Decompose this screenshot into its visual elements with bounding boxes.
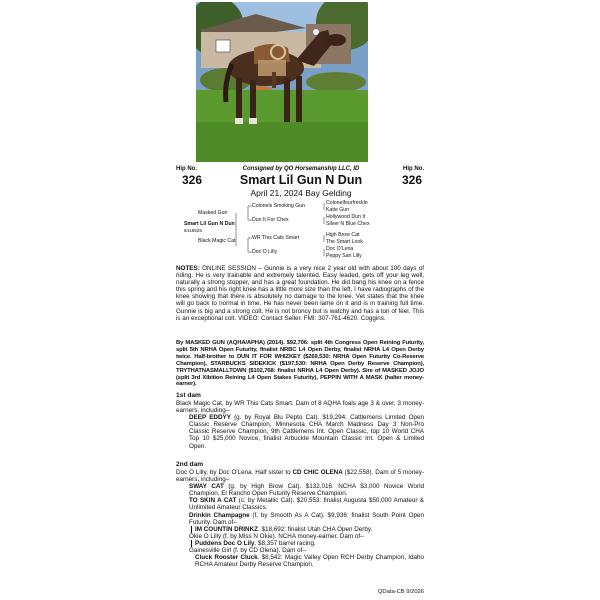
ped-dam: Black Magic Cat: [198, 238, 236, 244]
produce-subentry: [176, 554, 424, 568]
produce-entry: [176, 483, 424, 497]
ped-dd: Doc O Lilly: [252, 249, 278, 255]
ped-reg: 6419525: [184, 228, 202, 233]
ped-ddd: Peppy San Lilly: [326, 253, 362, 259]
ped-dss: High Brow Cat: [326, 232, 360, 238]
notes-paragraph: [176, 265, 424, 322]
first-dam-entry: [176, 414, 424, 449]
produce-subentry: [191, 540, 424, 547]
notes-text: ONLINE SESSION – Gunnie is a very nice 2 year old with about 100 days of riding. He is very trainable and extremely talented. Easy leaded, gets off your leg well, naturally a strong stopper, and has a great foundation. He did bang his knee on a fence this spring and his right knee has a little more size than the left. I have radiographs of the knee showing that there is absolutely no damage to the knee. Vet states that the knee will go back to normal in time. He has never been lame on it and is in training full time. Gunnie is big and a strong colt. He is not broncy but is watchy and has a ton of feel. This is an exceptional colt. VIDEO: Contact Seller. FMI: 307-761-4620. Coggins.: [176, 265, 425, 322]
produce-entry: [176, 512, 424, 526]
entry-name: SWAY CAT: [189, 483, 224, 491]
produce-entry: [176, 497, 424, 511]
entry-text: (f. by Smooth As A Cat). $9,936: finalist South Point Open Futurity. Dam of–: [189, 511, 424, 526]
first-dam-block: [176, 400, 424, 450]
produce-entry: Gainesville Girl (f. by CD Olena). Dam of–: [189, 547, 306, 555]
produce-subentry: [191, 526, 424, 533]
entry-name: DEEP EDDYY: [189, 414, 231, 422]
pedigree-chart: [172, 200, 430, 265]
entry-text: (g. by Royal Blu Pepto Cat). $19,294: Cattlemens Limited Open Classic Reserve Champion, Minnesota CHA March Madness Day 3 Non-Pro Classic Reserve Champion, 9th Cattlemens Int. Open Classic, top 10 World CHA Top 10 $25,000 Novice, finalist Arbuckle Mountain Classic Int. Open & Limited Open.: [189, 414, 424, 450]
ped-ss: Colonels Smoking Gun: [252, 203, 306, 209]
ped-subject: Smart Lil Gun N Dun: [184, 221, 235, 227]
hip-value: 326: [182, 173, 203, 187]
horse-photo: [196, 2, 368, 162]
intro-text: Doc O Lilly, by Doc O'Lena. Half sister to: [176, 469, 293, 476]
ped-ssd: Katie Gun: [326, 207, 350, 213]
ped-sd: Dun It For Chex: [252, 217, 289, 223]
hip-value: 326: [401, 173, 422, 187]
produce-entry: Okie O Lilly (f. by Miss N Okie). NCHA money-earner. Dam of–: [189, 532, 364, 540]
entry-text: . $8,357 barrel racing.: [254, 539, 316, 547]
horse-info: April 21, 2024 Bay Gelding: [250, 188, 352, 198]
ped-dsd: The Smart Look: [326, 239, 363, 245]
entry-name: Drinkin Champagne: [189, 511, 250, 519]
second-dam-title: 2nd dam: [176, 461, 204, 468]
notes-label: NOTES:: [176, 265, 200, 272]
entry-text: (c. by Metallic Cat). $20,553: finalist Augusta $50,000 Amateur & Unlimited Amateur Classics.: [189, 497, 424, 512]
entry-name: TO SKIN A CAT: [189, 497, 237, 505]
ped-sss: Colonelfourfreckle: [326, 200, 368, 206]
first-dam-title: 1st dam: [176, 392, 201, 399]
second-dam-block: [176, 469, 424, 568]
ped-sire: Masked Gun: [198, 210, 228, 216]
intro-horse: CD CHIC OLENA: [292, 469, 343, 476]
horse-name: Smart Lil Gun N Dun: [239, 173, 363, 187]
ped-sdd: Silver N Blue Chex: [326, 221, 370, 227]
entry-text: . $18,692: finalist Utah CHA Open Derby.: [257, 525, 373, 533]
ped-dds: Doc O'Lena: [326, 246, 354, 252]
hip-label: Hip No.: [176, 166, 197, 172]
consignor-line: Consigned by QO Horsemanship LLC, ID: [242, 166, 360, 172]
hip-label: Hip No.: [403, 166, 424, 172]
catalog-page: [172, 0, 430, 600]
entry-name: IM COUNTIN DRINKZ: [195, 525, 258, 533]
first-dam-intro: Black Magic Cat, by WR This Cats Smart. Dam of 8 AQHA foals age 3 & over, 3 money-earners, including–: [176, 400, 424, 415]
entry-name: Puddens Doc O Lily: [195, 539, 255, 547]
ped-sds: Hollywood Dun It: [326, 214, 366, 220]
ped-ds: WR This Cats Smart: [252, 235, 300, 241]
sire-paragraph: By MASKED GUN (AQHA/APHA) (2014). $92,706: split 4th Congress Open Reining Futurity, split 5th NRHA Open Futurity, finalist NRBC L4 Open Derby, finalist NRHA L4 Open Derby twice. Half-brother to DUN IT FOR WHIZKEY ($269,530: NRHA Open Futurity Co-Reserve Champion), STARBUCKS SIDEKICK ($197,530: NRHA Open Derby Reserve Champion), TRYTHATNASMALLTOWN ($102,768: finalist NRHA L4 Open Derby). Sire of MASKED JOJO (split 3rd Xibition Reining L4 Open Stakes Futurity), PEPPIN WITH A MASK (halter money-earner).: [176, 340, 424, 388]
entry-name: Cluck Rooster Cluck: [195, 554, 258, 562]
entry-text: (g. by High Brow Cat). $132,016: NCHA $3,000 Novice World Champion, El Rancho Open Futurity Reserve Champion.: [189, 483, 425, 498]
intro-text-end: ($22,558). Dam of 5 money-earners, including–: [176, 469, 424, 484]
footer-code: QData-CB 9/2026: [377, 589, 424, 595]
entry-text: . $8,542: Magic Valley Open RCH Derby Champion, Idaho RCHA Amateur Derby Reserve Champion.: [195, 554, 424, 569]
second-dam-intro: [176, 469, 424, 483]
